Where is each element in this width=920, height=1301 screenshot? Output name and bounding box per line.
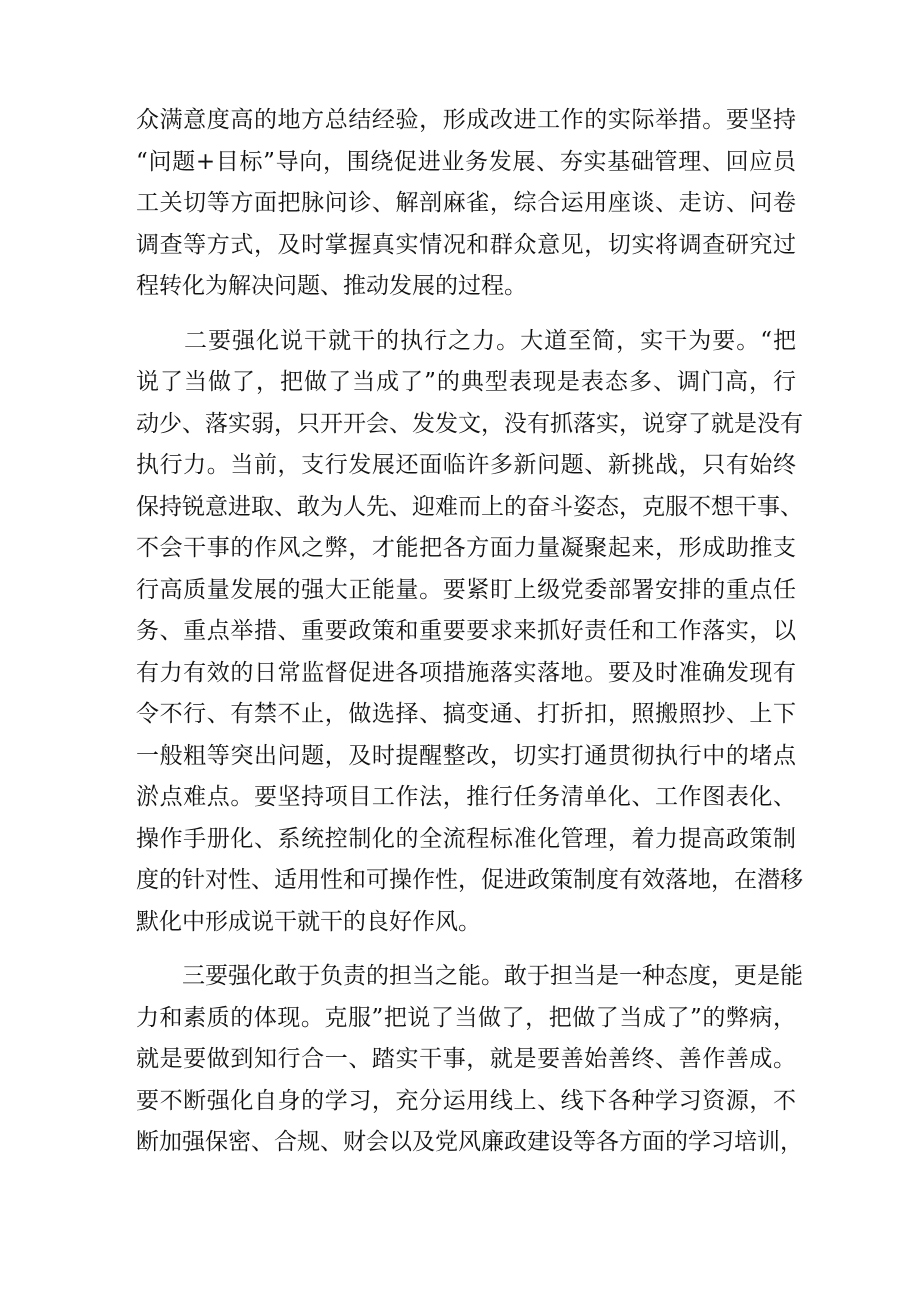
paragraph-1 <box>136 100 796 308</box>
text-line: 度的针对性、适用性和可操作性，促进政策制度有效落地，在潜移 <box>136 867 803 893</box>
text-line: 说了当做了，把做了当成了”的典型表现是表态多、调门高，行 <box>136 369 796 395</box>
text-line: 一般粗等突出问题，及时提醒整改，切实打通贯彻执行中的堵点 <box>136 742 796 769</box>
text-line: 众满意度高的地方总结经验，形成改进工作的实际举措。要坚持 <box>136 107 796 133</box>
document-page <box>136 100 803 1164</box>
paragraph-3 <box>136 956 803 1164</box>
text-line: 力和素质的体现。克服”把说了当做了，把做了当成了”的弊病， <box>136 1004 796 1031</box>
text-line: 二要强化说干就干的执行之力。大道至简，实干为要。“把 <box>136 327 796 354</box>
paragraph-2 <box>136 321 803 944</box>
text-line: 行高质量发展的强大正能量。要紧盯上级党委部署安排的重点任 <box>136 576 796 603</box>
text-line: 默化中形成说干就干的良好作风。 <box>136 908 481 935</box>
text-line: “问题+目标”导向，围绕促进业务发展、夯实基础管理、回应员 <box>136 148 796 175</box>
text-line: 令不行、有禁不止，做选择、搞变通、打折扣，照搬照抄、上下 <box>136 701 796 727</box>
text-line: 要不断强化自身的学习，充分运用线上、线下各种学习资源，不 <box>136 1087 796 1114</box>
text-line: 保持锐意进取、敢为人先、迎难而上的奋斗姿态，克服不想干事、 <box>136 493 803 520</box>
text-line: 调查等方式，及时掌握真实情况和群众意见，切实将调查研究过 <box>136 231 796 258</box>
text-line: 三要强化敢于负责的担当之能。敢于担当是一种态度，更是能 <box>136 963 803 989</box>
text-line: 操作手册化、系统控制化的全流程标准化管理，着力提高政策制 <box>136 825 796 852</box>
text-line: 就是要做到知行合一、踏实干事，就是要善始善终、善作善成。 <box>136 1046 796 1072</box>
paragraph-gap <box>136 943 796 956</box>
text-line: 务、重点举措、重要政策和重要要求来抓好责任和工作落实，以 <box>136 618 796 644</box>
text-line: 执行力。当前，支行发展还面临许多新问题、新挑战，只有始终 <box>136 452 796 478</box>
text-line: 淤点难点。要坚持项目工作法，推行任务清单化、工作图表化、 <box>136 784 796 810</box>
text-line: 有力有效的日常监督促进各项措施落实落地。要及时准确发现有 <box>136 659 796 686</box>
text-line: 断加强保密、合规、财会以及党风廉政建设等各方面的学习培训， <box>136 1129 803 1155</box>
text-line: 动少、落实弱，只开开会、发发文，没有抓落实，说穿了就是没有 <box>136 410 803 437</box>
text-line: 不会干事的作风之弊，才能把各方面力量凝聚起来，形成助推支 <box>136 535 796 561</box>
text-line: 工关切等方面把脉问诊、解剖麻雀，综合运用座谈、走访、问卷 <box>136 190 796 216</box>
paragraph-gap <box>136 308 796 321</box>
text-line: 程转化为解决问题、推动发展的过程。 <box>136 273 527 299</box>
